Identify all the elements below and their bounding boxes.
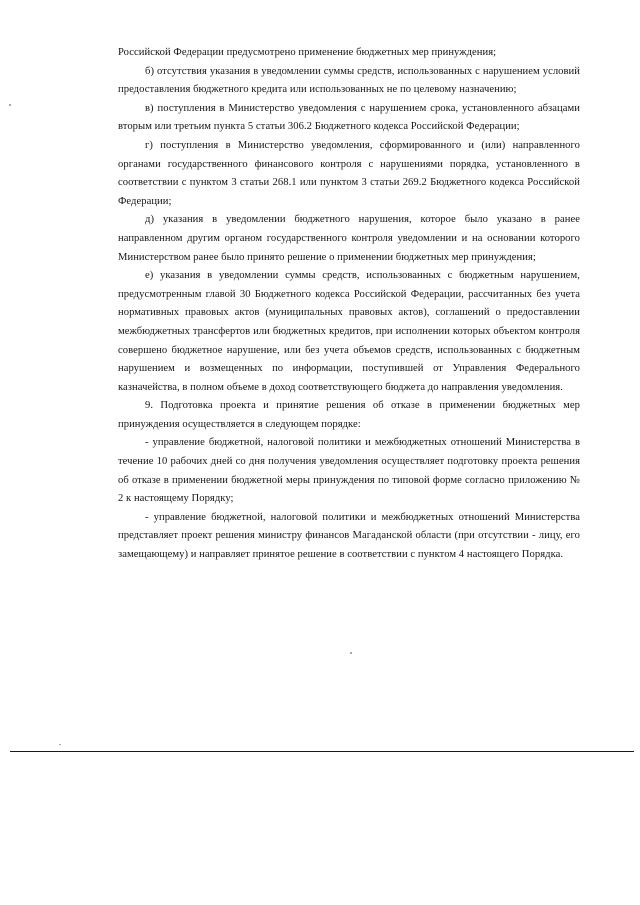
- paragraph-item-g: г) поступления в Министерство уведомления, сформированного и (или) направленного органами государственного финансового контроля с нарушениями порядка, установленного в соответствии с пунктом 3 статьи 268.1 или пунктом 3 статьи 269.2 Бюджетного кодекса Российской Федерации;: [118, 139, 580, 207]
- scan-speck: [59, 744, 61, 745]
- paragraph-item-e: е) указания в уведомлении суммы средств, использованных с бюджетным нарушением, предусмотренным главой 30 Бюджетного кодекса Российской Федерации, рассчитанных без учета нормативных правовых актов (муниципальных правовых актов), соглашений о предоставлении межбюджетных трансфертов или бюджетных кредитов, при исполнении которых объектом контроля совершено бюджетное нарушение, или без учета объемов средств, использованных с бюджетным нарушением и возмещенных по информации, поступившей от Управления Федерального казначейства, в полном объеме в доход соответствующего бюджета до направления уведомления.: [118, 270, 580, 393]
- document-body: [118, 44, 580, 565]
- paragraph-section-9: 9. Подготовка проекта и принятие решения об отказе в применении бюджетных мер принуждения осуществляется в следующем порядке:: [118, 400, 580, 430]
- paragraph-item-b: б) отсутствия указания в уведомлении суммы средств, использованных с нарушением условий предоставления бюджетного кредита или использованных не по целевому назначению;: [118, 65, 580, 96]
- paragraph-item-v: в) поступления в Министерство уведомления с нарушением срока, установленного абзацами вторым или третьим пункта 5 статьи 306.2 Бюджетного кодекса Российской Федерации;: [118, 102, 580, 133]
- paragraph-dash-item-1: - управление бюджетной, налоговой политики и межбюджетных отношений Министерства в течение 10 рабочих дней со дня получения уведомления осуществляет подготовку проекта решения об отказе в применении бюджетной меры принуждения по типовой форме согласно приложению № 2 к настоящему Порядку;: [118, 437, 580, 505]
- paragraph-intro-continuation: Российской Федерации предусмотрено применение бюджетных мер принуждения;: [118, 47, 497, 58]
- scan-speck: [9, 104, 11, 106]
- paragraph-dash-item-2: - управление бюджетной, налоговой политики и межбюджетных отношений Министерства представляет проект решения министру финансов Магаданской области (при отсутствии - лицу, его замещающему) и направляет принятое решение в соответствии с пунктом 4 настоящего Порядка.: [118, 511, 580, 561]
- scan-speck: [350, 652, 352, 654]
- paragraph-item-d: д) указания в уведомлении бюджетного нарушения, которое было указано в ранее направленном другим органом государственного контроля уведомлении и на основании которого Министерством ранее было принято решение о применении бюджетных мер принуждения;: [118, 214, 580, 263]
- page-bottom-rule: [10, 751, 634, 752]
